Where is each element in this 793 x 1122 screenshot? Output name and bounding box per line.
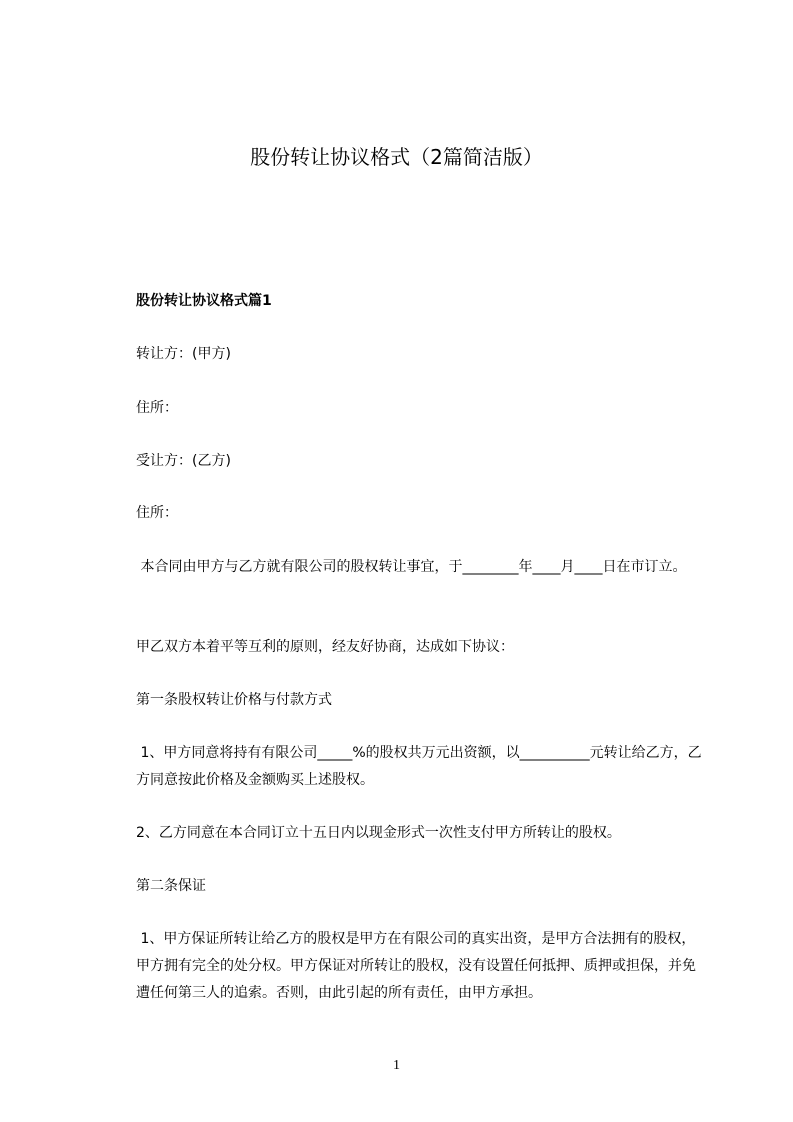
transferee-line: 受让方：(乙方) bbox=[136, 453, 231, 469]
transferor-line: 转让方：(甲方) bbox=[136, 346, 231, 362]
page-number: 1 bbox=[393, 1058, 400, 1073]
article-2-clause-1: 1、甲方保证所转让给乙方的股权是甲方在有限公司的真实出资，是甲方合法拥有的股权，甲方拥有完全的处分权。甲方保证对所转让的股权，没有设置任何抵押、质押或担保，并免遭任何第三人的追索。否则，由此引起的所有责任，由甲方承担。 bbox=[136, 931, 696, 1001]
article-2-heading: 第二条保证 bbox=[136, 878, 206, 894]
section-heading: 股份转让协议格式篇1 bbox=[136, 293, 272, 309]
transferee-address-line: 住所： bbox=[136, 505, 178, 521]
contract-intro-paragraph: 本合同由甲方与乙方就有限公司的股权转让事宜，于________年____月____日在市订立。 bbox=[136, 559, 687, 575]
document-title: 股份转让协议格式（2篇简洁版） bbox=[250, 145, 543, 169]
article-1-clause-1: 1、甲方同意将持有有限公司_____%的股权共万元出资额，以__________元转让给乙方，乙方同意按此价格及金额购买上述股权。 bbox=[136, 745, 702, 788]
article-1-clause-2: 2、乙方同意在本合同订立十五日内以现金形式一次性支付甲方所转让的股权。 bbox=[136, 825, 621, 841]
transferor-address-line: 住所： bbox=[136, 400, 178, 416]
agreement-principle-paragraph: 甲乙双方本着平等互利的原则，经友好协商，达成如下协议： bbox=[136, 639, 514, 655]
article-1-heading: 第一条股权转让价格与付款方式 bbox=[136, 692, 332, 708]
